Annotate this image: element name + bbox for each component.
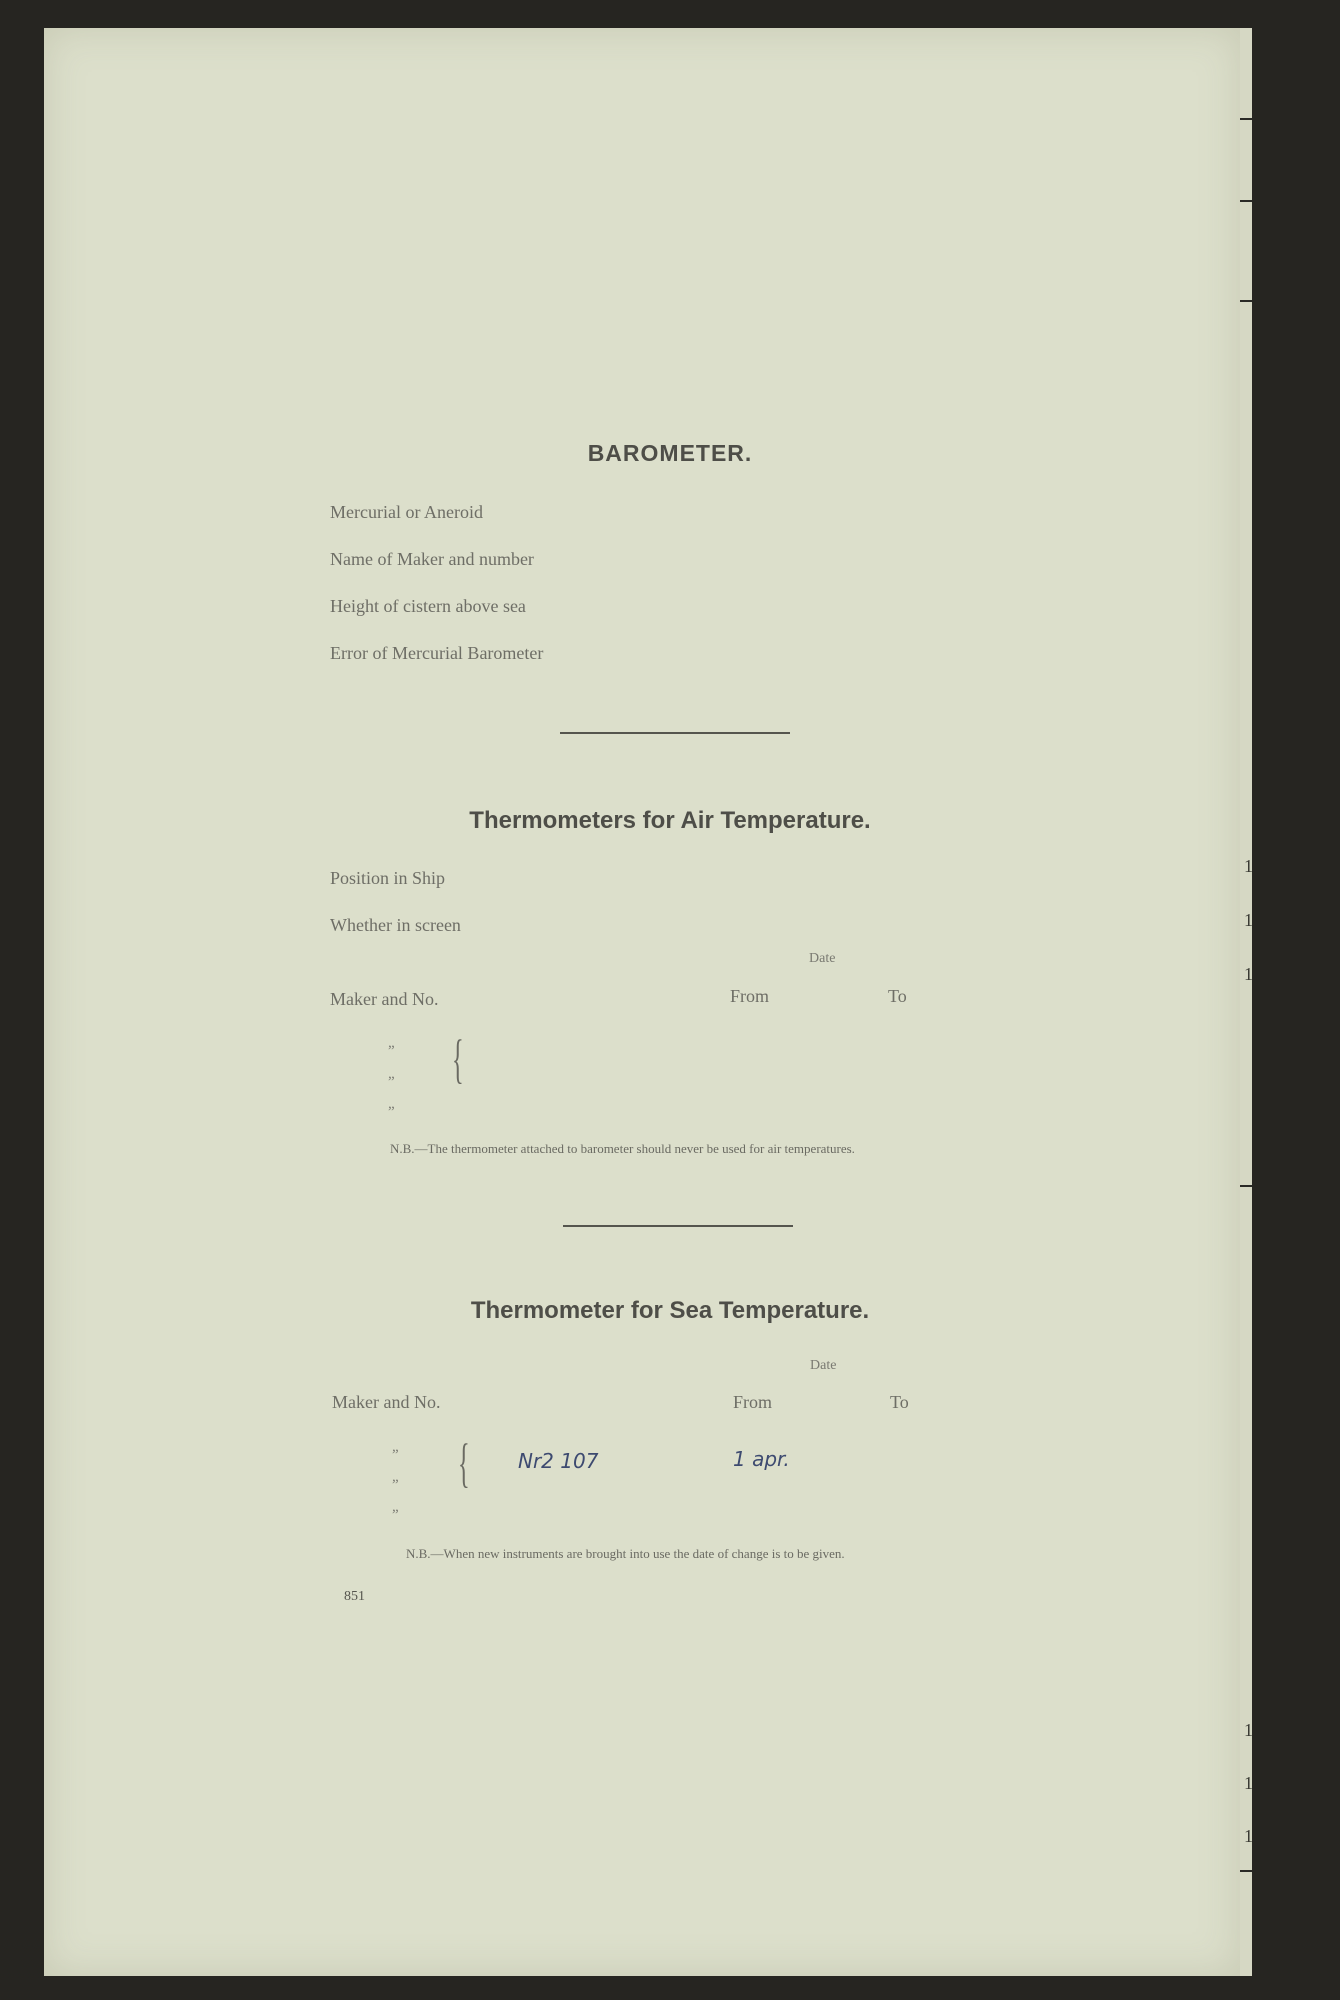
air-from-label: From	[730, 986, 770, 1006]
ditto-mark: ”	[388, 1104, 395, 1120]
maker-number-label: Name of Maker and number	[330, 549, 534, 569]
edge-number: 1	[1244, 964, 1253, 984]
sea-from-label: From	[733, 1392, 773, 1412]
edge-line	[1240, 1185, 1252, 1187]
page-number: 851	[344, 1589, 365, 1604]
ditto-mark: ”	[392, 1507, 399, 1523]
sea-note: N.B.—When new instruments are brought into use the date of change is to be given.	[406, 1546, 845, 1561]
air-thermometers-heading: Thermometers for Air Temperature.	[469, 807, 871, 834]
edge-line	[1240, 118, 1252, 120]
sea-thermometer-heading: Thermometer for Sea Temperature.	[470, 1297, 870, 1324]
edge-number: 1	[1244, 856, 1253, 876]
ditto-mark: ”	[388, 1074, 395, 1090]
sea-maker-no-label: Maker and No.	[332, 1392, 441, 1412]
barometer-error-label: Error of Mercurial Barometer	[330, 643, 544, 663]
air-date-label: Date	[809, 951, 836, 966]
handwritten-from-date: 1 apr.	[733, 1447, 790, 1471]
edge-line	[1240, 300, 1252, 302]
sea-to-label: To	[890, 1392, 909, 1412]
air-maker-no-label: Maker and No.	[330, 989, 439, 1009]
air-to-label: To	[888, 986, 907, 1006]
edge-number: 1	[1244, 910, 1253, 930]
air-note: N.B.—The thermometer attached to barometer should never be used for air temperatures.	[390, 1141, 855, 1156]
edge-number: 1	[1244, 1720, 1253, 1740]
sea-date-label: Date	[810, 1358, 837, 1373]
ditto-mark: ”	[392, 1447, 399, 1463]
cistern-height-label: Height of cistern above sea	[330, 596, 526, 616]
left-brace: {	[458, 1433, 470, 1493]
ditto-mark: ”	[392, 1477, 399, 1493]
barometer-heading: BAROMETER.	[587, 440, 753, 466]
whether-in-screen-label: Whether in screen	[330, 915, 461, 935]
document-page	[44, 28, 1240, 1976]
adjacent-page-edge	[1240, 28, 1252, 1976]
handwritten-maker-entry: Nr2 107	[518, 1449, 599, 1473]
left-brace: {	[452, 1029, 464, 1089]
position-in-ship-label: Position in Ship	[330, 868, 446, 888]
edge-line	[1240, 1870, 1252, 1872]
edge-number: 1	[1244, 1773, 1253, 1793]
section-divider	[563, 1225, 793, 1227]
edge-number: 1	[1244, 1826, 1253, 1846]
mercurial-or-aneroid-label: Mercurial or Aneroid	[330, 502, 483, 522]
edge-line	[1240, 200, 1252, 202]
ditto-mark: ”	[388, 1043, 395, 1059]
section-divider	[560, 732, 790, 734]
